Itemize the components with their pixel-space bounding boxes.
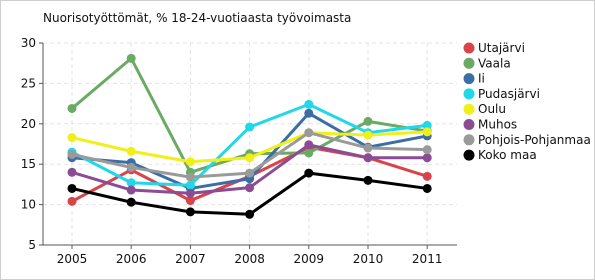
series-4-point [186,157,195,166]
y-tick-label: 15 [20,157,36,172]
series-7-point [304,169,313,178]
y-tick-label: 30 [20,36,36,50]
series-6-point [423,145,432,154]
chart-title: Nuorisotyöttömät, % 18-24-vuotiaasta työvoimasta [43,11,352,25]
legend-label: Muhos [478,117,518,132]
x-tick-label: 2007 [175,252,206,266]
series-6-point [127,163,136,172]
series-0-point [423,172,432,181]
x-tick-label: 2005 [56,252,88,266]
series-4-point [364,131,373,140]
legend-marker [464,119,475,130]
legend-label: Vaala [478,56,511,71]
series-4-point [245,153,254,162]
series-5-point [304,140,313,149]
legend-marker [464,43,475,54]
series-3-point [304,100,313,109]
series-6-point [245,169,254,178]
legend-label: Pudasjärvi [478,86,540,101]
series-6-point [364,144,373,153]
legend-marker [464,88,475,99]
legend-marker [464,104,475,115]
series-0-point [68,197,77,206]
legend-marker [464,58,475,69]
series-7-point [68,184,77,193]
series-2-point [304,109,313,118]
legend-label: Ii [478,71,485,86]
y-tick-label: 20 [20,116,36,131]
series-3-point [186,181,195,190]
axes [21,36,457,266]
y-tick-label: 10 [20,197,36,212]
series-6-point [68,150,77,159]
series-7-point [364,176,373,185]
x-tick-label: 2006 [115,252,147,266]
series-6-point [186,173,195,182]
legend-label: Utajärvi [478,41,525,55]
legend-label: Koko maa [478,148,537,163]
x-tick-label: 2009 [293,252,325,266]
y-tick-label: 5 [28,238,36,252]
series-6-point [304,128,313,137]
series-4-point [68,133,77,142]
series-3-point [245,123,254,132]
series-7-point [186,207,195,216]
legend-label: Oulu [478,102,506,117]
legend [464,41,591,162]
series-7-point [245,210,254,219]
x-tick-label: 2010 [352,252,384,266]
series-1-point [364,117,373,126]
series-5-point [245,183,254,192]
series-4-point [423,127,432,136]
legend-label: Pohjois-Pohjanmaa [478,132,591,147]
legend-marker [464,150,475,161]
series-1-point [304,148,313,157]
series-4-point [127,147,136,156]
series-1-point [127,54,136,63]
series-1-point [68,104,77,113]
x-tick-label: 2011 [411,252,443,266]
line-chart [1,1,595,280]
legend-marker [464,73,475,84]
y-tick-label: 25 [20,76,36,91]
series-5-point [423,153,432,162]
series-5-point [127,186,136,195]
series-7-point [423,184,432,193]
series-5-point [68,168,77,177]
series-7-point [127,198,136,207]
x-tick-label: 2008 [234,252,265,266]
series-5-point [364,153,373,162]
legend-marker [464,134,475,145]
series-5-point [186,189,195,198]
